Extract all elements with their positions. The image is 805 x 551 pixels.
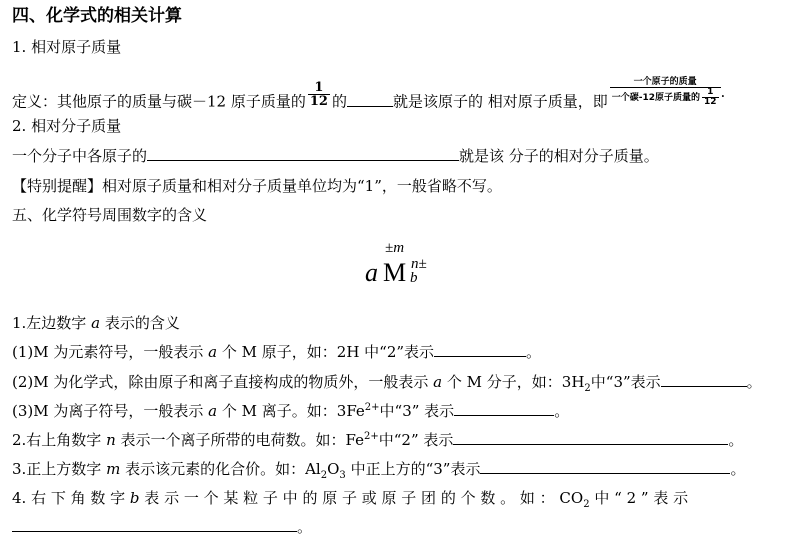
definition-prefix: 定义：其他原子的质量与碳－12 原子质量的 xyxy=(12,92,306,111)
molecular-text-b: 就是该 分子的相对分子质量。 xyxy=(459,147,659,165)
l5-text-c: 中“2” 表示 xyxy=(378,431,454,449)
symbol-subscript-b: b xyxy=(410,270,418,286)
definition-middle: 就是该原子的 相对原子质量，即 xyxy=(392,92,608,111)
item-element-symbol xyxy=(12,342,541,362)
molecular-mass-line xyxy=(12,146,659,166)
l6-end: 。 xyxy=(730,460,746,478)
subsection-title-relative-atomic-mass: 1. 相对原子质量 xyxy=(12,38,122,56)
item-lower-right-answer xyxy=(12,517,312,537)
item-left-number xyxy=(12,313,180,333)
symbol-left-a: a xyxy=(365,258,378,287)
l7-text-a: 4. 右 下 角 数 字 xyxy=(12,489,130,507)
l6-text-a: 3.正上方数字 xyxy=(12,460,107,478)
formula-denominator-text: 一个碳-12原子质量的 xyxy=(611,93,701,103)
item1-text-b: 表示的含义 xyxy=(100,314,180,332)
blank-3Fe[interactable] xyxy=(454,401,554,416)
symbol-superscript-charge: n± xyxy=(411,256,427,272)
subsection-title-relative-molecular-mass: 2. 相对分子质量 xyxy=(12,117,122,135)
l5-text-b: 表示一个离子所带的电荷数。如：Fe xyxy=(115,431,364,449)
l7-text-c: 中 “ 2 ” 表 示 xyxy=(589,489,689,507)
l3-subscript: 2 xyxy=(584,383,591,394)
l3-text-a: (2)M 为化学式，除由原子和离子直接构成的物质外，一般表示 xyxy=(12,373,434,391)
l4-var: a xyxy=(208,402,218,420)
l4-text-b: 个 M 离子。如：3Fe xyxy=(217,402,365,420)
l2-var: a xyxy=(208,343,218,361)
blank-CO2[interactable] xyxy=(12,517,297,532)
l7-var: b xyxy=(129,489,140,507)
fraction-denominator: 12 xyxy=(309,94,328,109)
l6-text-d: 中正上方的“3”表示 xyxy=(345,460,481,478)
definition-line xyxy=(12,77,726,117)
blank-3H2[interactable] xyxy=(661,372,747,387)
l4-superscript: 2+ xyxy=(364,402,380,413)
blank-molecular[interactable] xyxy=(147,146,459,161)
l2-end: 。 xyxy=(526,343,542,361)
l3-text-b: 个 M 分子，如：3H xyxy=(442,373,585,391)
l4-text-c: 中“3” 表示 xyxy=(379,402,455,420)
item-lower-right xyxy=(12,488,688,508)
l2-text-b: 个 M 原子，如：2H 中“2”表示 xyxy=(217,343,435,361)
one-twelfth-fraction xyxy=(308,81,330,108)
l6-text-b: 表示该元素的化合价。如：Al xyxy=(120,460,321,478)
l5-end: 。 xyxy=(728,431,744,449)
inner-numerator: 1 xyxy=(702,88,719,98)
l5-superscript: 2+ xyxy=(364,431,379,442)
inner-denominator: 12 xyxy=(704,97,717,107)
item1-var: a xyxy=(91,314,101,332)
l6-subscript-2: 3 xyxy=(339,470,346,481)
l4-end: 。 xyxy=(554,402,570,420)
l2-text-a: (1)M 为元素符号，一般表示 xyxy=(12,343,209,361)
chemical-symbol-diagram xyxy=(365,240,455,290)
relative-atomic-mass-formula xyxy=(610,78,721,107)
fraction-numerator: 1 xyxy=(308,81,330,95)
item-ion-symbol xyxy=(12,401,569,421)
l6-text-c: O xyxy=(327,460,340,478)
l5-text-a: 2.右上角数字 xyxy=(12,431,107,449)
section-heading-5: 五、化学符号周围数字的含义 xyxy=(12,206,208,224)
formula-inner-fraction xyxy=(702,88,719,107)
special-tip: 【特别提醒】相对原子质量和相对分子质量单位均为“1”，一般省略不写。 xyxy=(12,177,502,195)
l8-end: 。 xyxy=(297,518,313,536)
l3-text-c: 中“3”表示 xyxy=(590,373,661,391)
formula-numerator: 一个原子的质量 xyxy=(610,78,721,88)
symbol-top-valence: ±m xyxy=(385,240,405,256)
blank-2H[interactable] xyxy=(434,342,526,357)
item-upper-right xyxy=(12,430,743,450)
l6-var: m xyxy=(106,460,121,478)
symbol-M: M xyxy=(383,258,407,287)
item-chemical-formula xyxy=(12,372,762,392)
formula-denominator xyxy=(610,88,721,107)
formula-end-period: . xyxy=(720,82,726,101)
item-top xyxy=(12,459,745,479)
blank-definition[interactable] xyxy=(347,92,393,107)
blank-Al2O3[interactable] xyxy=(480,459,730,474)
l7-text-b: 表 示 一 个 某 粒 子 中 的 原 子 或 原 子 团 的 个 数 。 如 ： CO xyxy=(139,489,584,507)
section-heading-4: 四、化学式的相关计算 xyxy=(12,6,182,26)
l4-text-a: (3)M 为离子符号，一般表示 xyxy=(12,402,209,420)
definition-de: 的 xyxy=(331,92,347,111)
item1-text-a: 1.左边数字 xyxy=(12,314,92,332)
l3-var: a xyxy=(433,373,443,391)
l7-subscript: 2 xyxy=(583,499,590,510)
blank-Fe2[interactable] xyxy=(453,430,728,445)
molecular-text-a: 一个分子中各原子的 xyxy=(12,147,148,165)
l5-var: n xyxy=(106,431,116,449)
l6-subscript-1: 2 xyxy=(320,470,328,481)
l3-end: 。 xyxy=(746,373,762,391)
